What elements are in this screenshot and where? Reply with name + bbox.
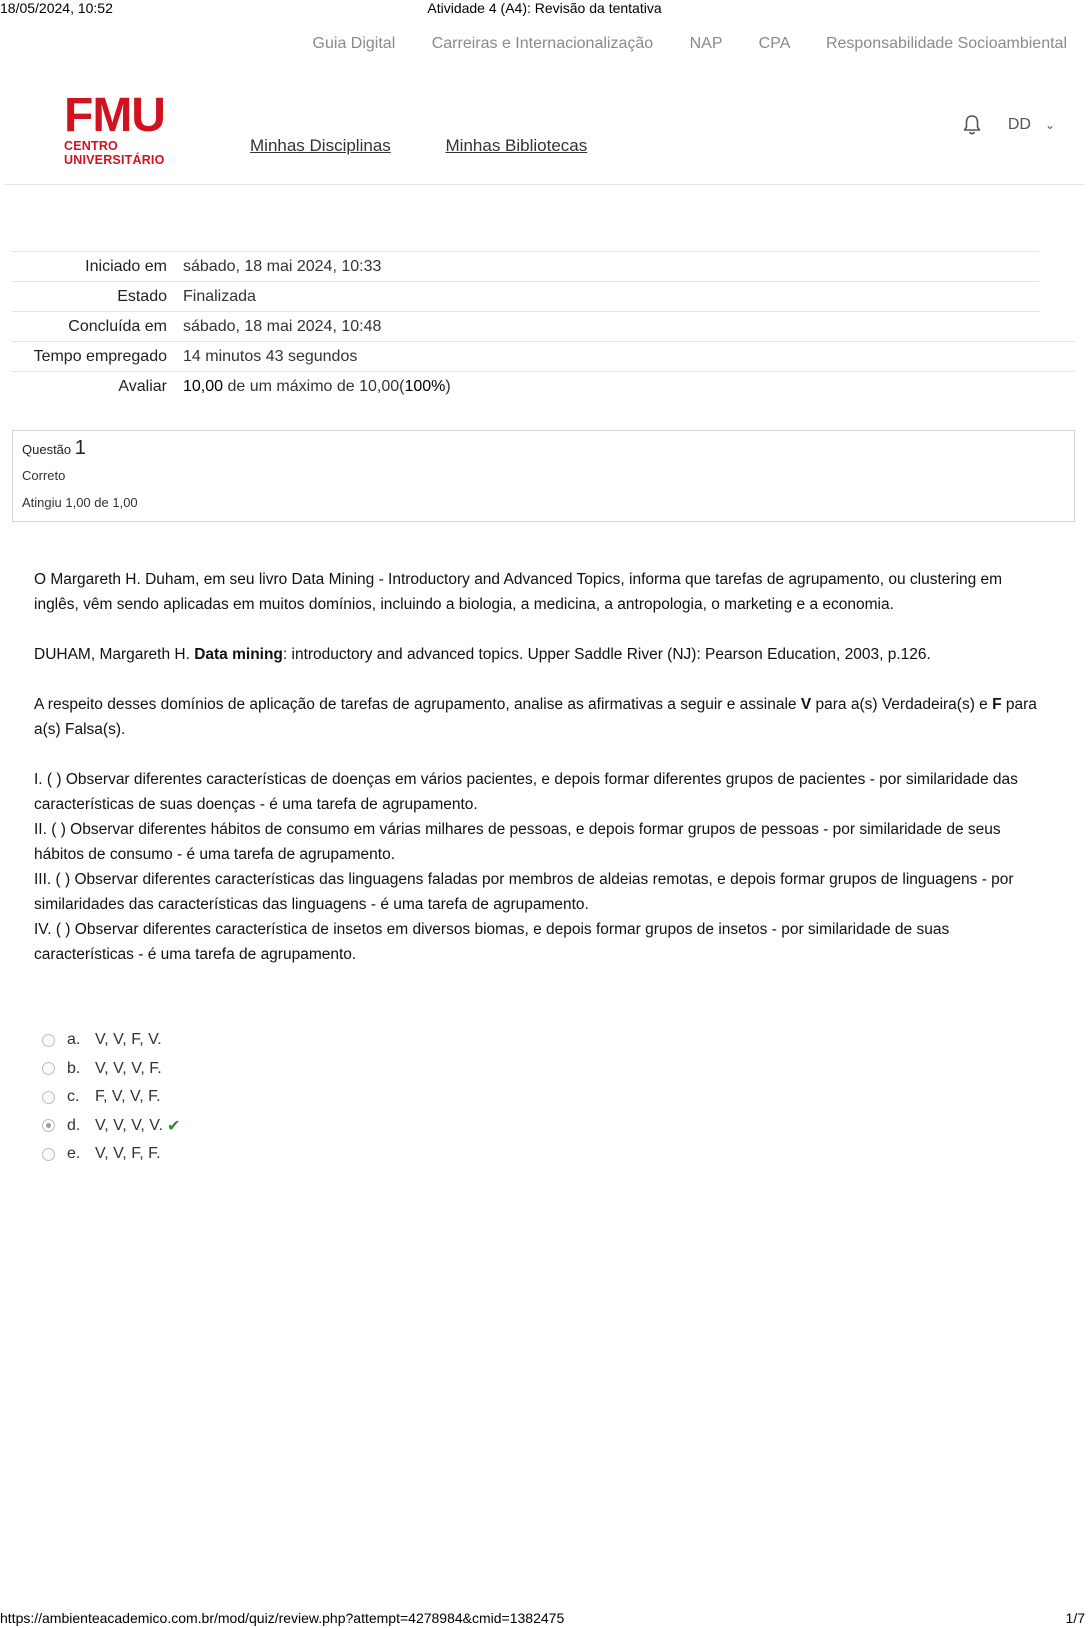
grade-end: ) [445, 378, 451, 395]
bell-icon[interactable] [962, 114, 982, 136]
option-text: F, V, V, F. [95, 1088, 161, 1106]
reference-rest: : introductory and advanced topics. Upper Saddle River (NJ): Pearson Education, 2003, p.126. [282, 646, 931, 663]
top-nav-cpa[interactable]: CPA [758, 35, 790, 52]
radio-button[interactable] [42, 1034, 55, 1047]
question-text [34, 567, 1044, 967]
question-reference [34, 642, 1044, 667]
chevron-down-icon[interactable]: ⌄ [1044, 118, 1055, 132]
main-nav-minhas-bibliotecas[interactable]: Minhas Bibliotecas [445, 136, 588, 155]
option-letter: d. [67, 1116, 81, 1134]
fmu-logo[interactable] [64, 89, 204, 167]
question-number-value: 1 [74, 437, 86, 459]
summary-label: Iniciado em [85, 258, 167, 275]
logo-sub-text: CENTRO UNIVERSITÁRIO [64, 139, 165, 167]
instruction-v: V [800, 696, 812, 713]
summary-value: sábado, 18 mai 2024, 10:48 [183, 318, 382, 335]
main-nav-minhas-disciplinas[interactable]: Minhas Disciplinas [250, 136, 391, 155]
summary-label: Concluída em [68, 318, 167, 335]
question-instruction [34, 692, 1044, 742]
top-nav [281, 35, 1067, 53]
answer-option-d[interactable] [42, 1112, 180, 1141]
summary-grade-value [183, 376, 451, 398]
question-info-box [12, 430, 1075, 522]
option-letter: e. [67, 1145, 81, 1163]
instruction-part: para a(s) Verdadeira(s) e [811, 696, 993, 713]
summary-label: Tempo empregado [33, 348, 167, 365]
statement-ii: II. ( ) Observar diferentes hábitos de consumo em várias milhares de pessoas, e depois formar grupos de pessoas - por similaridade de seus hábitos de consumo - é uma tarefa de agrupamento. [34, 821, 1001, 863]
grade-percent: 100% [404, 378, 446, 395]
user-area [962, 114, 1055, 136]
summary-row-state [12, 281, 1039, 311]
instruction-f: F [992, 696, 1002, 713]
summary-label: Avaliar [118, 378, 167, 395]
statement-i: I. ( ) Observar diferentes características de doenças em vários pacientes, e depois formar diferentes grupos de pacientes - por similaridade das características de suas doenças - é uma tarefa de agrupamento. [34, 771, 1018, 813]
top-nav-nap[interactable]: NAP [689, 35, 723, 52]
top-nav-carreiras[interactable]: Carreiras e Internacionalização [431, 35, 654, 52]
print-page-title: Atividade 4 (A4): Revisão da tentativa [427, 0, 662, 16]
radio-button[interactable] [42, 1148, 55, 1161]
main-nav [250, 136, 637, 156]
user-initials[interactable]: DD [1007, 116, 1031, 133]
top-nav-responsabilidade[interactable]: Responsabilidade Socioambiental [825, 35, 1067, 52]
question-label: Questão [22, 442, 72, 457]
option-letter: c. [67, 1088, 80, 1106]
print-datetime: 18/05/2024, 10:52 [0, 0, 113, 16]
summary-value: 14 minutos 43 segundos [183, 348, 358, 365]
header-divider [4, 184, 1085, 185]
answer-option-b[interactable] [42, 1055, 180, 1084]
instruction-part: para a(s) Falsa(s). [34, 696, 1037, 738]
question-intro: O Margareth H. Duham, em seu livro Data Mining - Introductory and Advanced Topics, informa que tarefas de agrupamento, ou clustering em inglês, vêm sendo aplicadas em muitos domínios, incluindo a biologia, a medicina, a antropologia, o marketing e a economia. [34, 571, 1003, 613]
check-icon: ✔ [166, 1117, 181, 1135]
option-text: V, V, V, F. [95, 1059, 162, 1077]
question-state: Correto [22, 468, 66, 483]
print-footer [0, 1610, 1089, 1628]
option-text: V, V, F, V. [95, 1031, 162, 1049]
answer-option-e[interactable] [42, 1140, 180, 1169]
option-letter: b. [67, 1059, 81, 1077]
reference-title: Data mining [194, 646, 283, 663]
summary-value: sábado, 18 mai 2024, 10:33 [183, 258, 382, 275]
print-header [0, 0, 1089, 18]
instruction-part: A respeito desses domínios de aplicação de tarefas de agrupamento, analise as afirmativas a seguir e assinale [34, 696, 801, 713]
summary-row-time-taken [12, 341, 1075, 371]
answer-options [42, 1026, 180, 1169]
question-grade: Atingiu 1,00 de 1,00 [22, 495, 138, 510]
logo-main-text: FMU [64, 89, 165, 142]
radio-button[interactable] [42, 1091, 55, 1104]
grade-middle: de um máximo de 10,00( [223, 378, 405, 395]
summary-row-started [12, 251, 1039, 281]
print-url: https://ambienteacademico.com.br/mod/quiz/review.php?attempt=4278984&cmid=1382475 [0, 1610, 565, 1626]
summary-row-grade [12, 371, 1075, 401]
option-text: V, V, V, V. [95, 1116, 163, 1134]
print-page-number: 1/7 [1065, 1610, 1085, 1626]
radio-button-selected[interactable] [42, 1119, 55, 1132]
summary-label: Estado [117, 288, 167, 305]
summary-value: Finalizada [183, 288, 256, 305]
statement-iv: IV. ( ) Observar diferentes característica de insetos em diversos biomas, e depois formar grupos de insetos - por similaridade de suas características - é uma tarefa de agrupamento. [34, 921, 950, 963]
option-text: V, V, F, F. [95, 1145, 161, 1163]
option-letter: a. [67, 1031, 81, 1049]
question-number [22, 437, 1065, 460]
grade-score: 10,00 [183, 378, 224, 395]
statement-iii: III. ( ) Observar diferentes características das linguagens faladas por membros de aldeias remotas, e depois formar grupos de linguagens - por similaridades das características das linguagens - é uma tarefa de agrupamento. [34, 871, 1014, 913]
answer-option-c[interactable] [42, 1083, 180, 1112]
top-nav-guia-digital[interactable]: Guia Digital [312, 35, 396, 52]
summary-row-completed [12, 311, 1039, 341]
answer-option-a[interactable] [42, 1026, 180, 1055]
radio-button[interactable] [42, 1062, 55, 1075]
reference-author: DUHAM, Margareth H. [34, 646, 195, 663]
attempt-summary [12, 251, 1075, 401]
